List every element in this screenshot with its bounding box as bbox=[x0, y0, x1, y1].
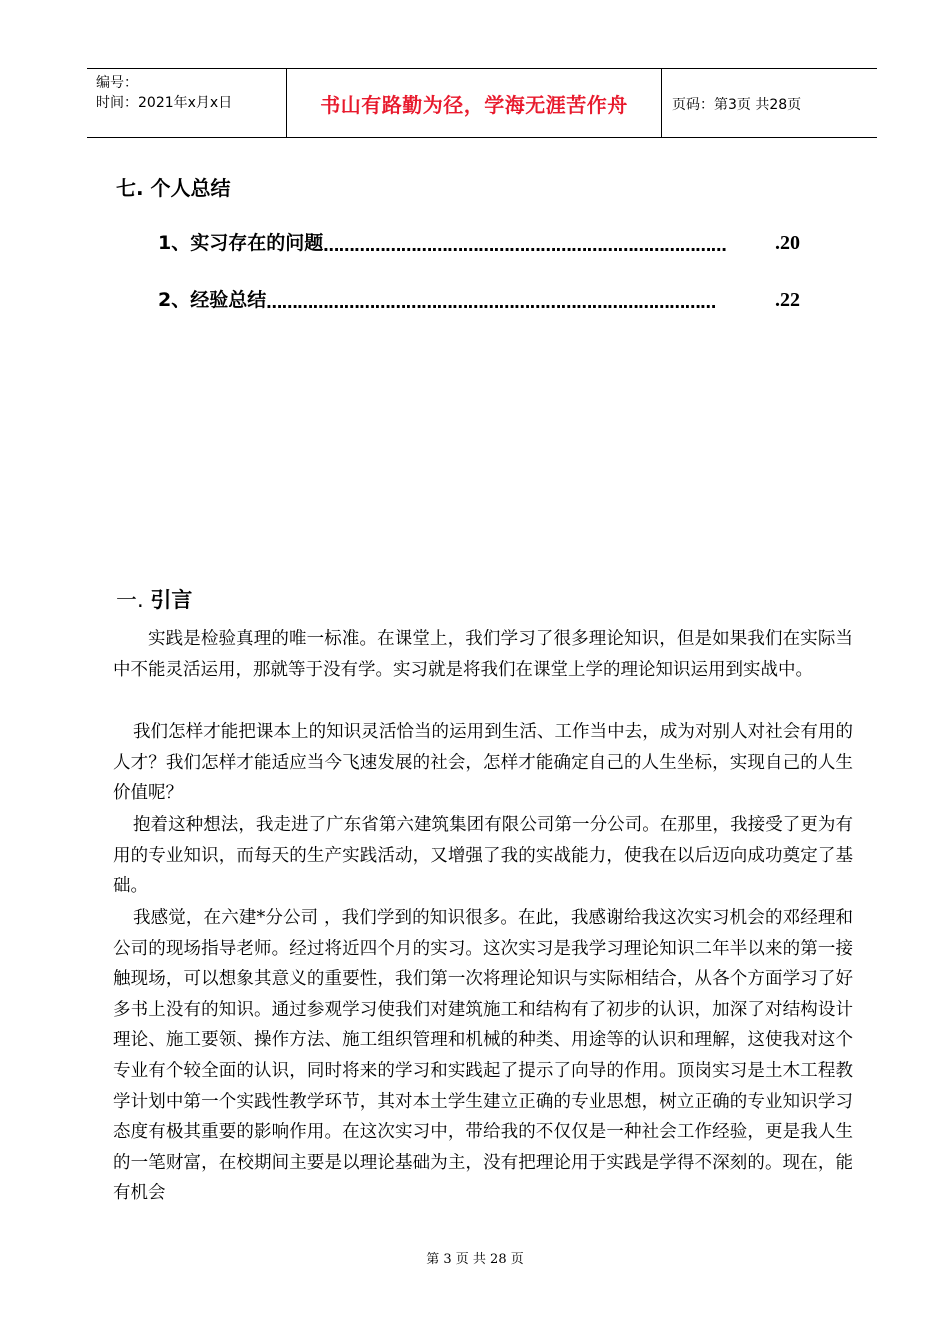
toc-entry-label: 1、实习存在的问题 bbox=[158, 232, 324, 254]
page-footer: 第 3 页 共 28 页 bbox=[426, 1252, 524, 1267]
document-time-label: 时间：2021年x月x日 bbox=[96, 95, 233, 111]
header-motto: 书山有路勤为径，学海无涯苦作舟 bbox=[320, 93, 628, 117]
toc-entry[interactable] bbox=[158, 284, 800, 312]
header-meta-cell bbox=[87, 69, 287, 137]
section-number: 一. bbox=[116, 588, 151, 612]
toc-entry-page: .20 bbox=[775, 232, 800, 254]
document-number-label: 编号： bbox=[96, 75, 138, 91]
header-page-cell bbox=[662, 69, 877, 137]
toc-entry-label: 2、经验总结 bbox=[158, 289, 267, 311]
toc-leader-dots: …………………………………………………………………… bbox=[323, 236, 727, 255]
section-title bbox=[116, 584, 192, 614]
header-page-label: 页码：第3页 共28页 bbox=[672, 97, 802, 113]
body-paragraph: 抱着这种想法，我走进了广东省第六建筑集团有限公司第一分公司。在那里，我接受了更为有用的专业知识，而每天的生产实践活动，又增强了我的实战能力，使我在以后迈向成功奠定了基础。 bbox=[113, 815, 853, 897]
toc-heading: 七. 个人总结 bbox=[116, 176, 231, 200]
header-motto-cell bbox=[287, 69, 662, 137]
page-header bbox=[87, 68, 877, 138]
toc-leader-dots: …………………………………………………………………………… bbox=[266, 293, 716, 312]
toc-entry[interactable] bbox=[158, 227, 800, 255]
toc-entry-page: .22 bbox=[775, 289, 800, 311]
body-paragraph: 实践是检验真理的唯一标准。在课堂上，我们学习了很多理论知识，但是如果我们在实际当中不能灵活运用，那就等于没有学。实习就是将我们在课堂上学的理论知识运用到实战中。 bbox=[113, 629, 853, 680]
body-paragraph: 我们怎样才能把课本上的知识灵活恰当的运用到生活、工作当中去，成为对别人对社会有用的人才？我们怎样才能适应当今飞速发展的社会，怎样才能确定自己的人生坐标，实现自己的人生价值呢？ bbox=[113, 722, 853, 804]
section-title-text: 引言 bbox=[150, 588, 193, 612]
body-paragraph: 我感觉，在六建*分公司 ，我们学到的知识很多。在此，我感谢给我这次实习机会的邓经理和公司的现场指导老师。经过将近四个月的实习。这次实习是我学习理论知识二年半以来的第一接触现场，可以想象其意义的重要性，我们第一次将理论知识与实际相结合，从各个方面学习了好多书上没有的知识。通过参观学习使我们对建筑施工和结构有了初步的认识，加深了对结构设计理论、施工要领、操作方法、施工组织管理和机械的种类、用途等的认识和理解，这使我对这个专业有个较全面的认识，同时将来的学习和实践起了提示了向导的作用。顶岗实习是土木工程教学计划中第一个实践性教学环节，其对本土学生建立正确的专业思想，树立正确的专业知识学习态度有极其重要的影响作用。在这次实习中，带给我的不仅仅是一种社会工作经验，更是我人生的一笔财富，在校期间主要是以理论基础为主，没有把理论用于实践是学得不深刻的。现在，能有机会 bbox=[113, 908, 853, 1204]
